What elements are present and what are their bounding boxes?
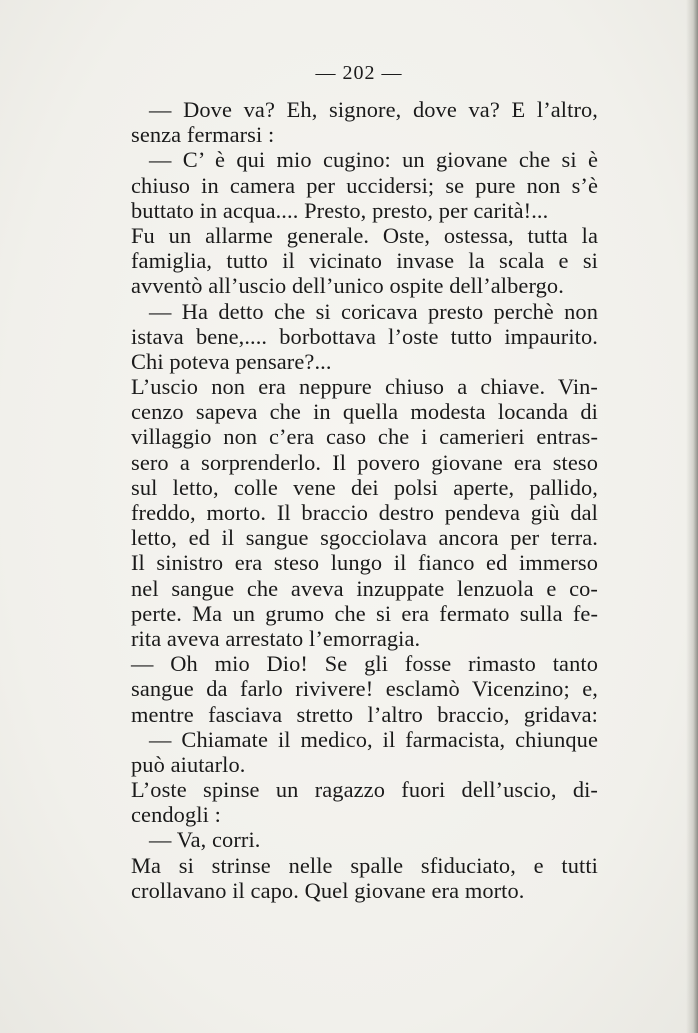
text-line: famiglia, tutto il vicinato invase la scala e si [131,248,598,274]
text-line: Chi poteva pensare?... [131,348,332,374]
text-line: villaggio non c’era caso che i camerieri entras- [131,424,598,450]
text-line: L’oste spinse un ragazzo fuori dell’uscio, di- [131,777,598,803]
text-line: sero a sorprenderlo. Il povero giovane era steso [131,449,598,475]
text-line: crollavano il capo. Quel giovane era morto. [131,877,525,903]
text-line: — C’ è qui mio cugino: un giovane che si è [149,147,598,173]
text-line: senza fermarsi : [131,122,275,148]
page-number: — 202 — [315,62,403,84]
text-line: — Dove va? Eh, signore, dove va? E l’altro, [149,97,598,122]
text-line: cenzo sapeva che in quella modesta locanda di [131,399,598,425]
text-line: — Va, corri. [149,827,261,853]
text-line: può aiutarlo. [131,751,246,777]
text-line: sul letto, colle vene dei polsi aperte, pallido, [131,474,598,500]
page-edge-shadow [686,0,698,1033]
text-line: avventò all’uscio dell’unico ospite dell’albergo. [131,273,564,299]
text-line: Ma si strinse nelle spalle sfiduciato, e tutti [131,852,598,878]
text-line: chiuso in camera per uccidersi; se pure non s’è [131,172,598,198]
text-line: mentre fasciava stretto l’altro braccio, gridava: [131,701,598,727]
text-line: — Ha detto che si coricava presto perchè non [149,298,598,324]
text-line: sangue da farlo rivivere! esclamò Vicenzino; e, [131,676,598,702]
text-line: — Chiamate il medico, il farmacista, chiunque [149,726,598,752]
text-line: — Oh mio Dio! Se gli fosse rimasto tanto [131,651,598,677]
text-line: buttato in acqua.... Presto, presto, per carità!... [131,197,549,223]
text-line: istava bene,.... borbottava l’oste tutto impaurito. [131,323,598,349]
text-line: freddo, morto. Il braccio destro pendeva giù dal [131,500,598,525]
text-line: letto, ed il sangue sgocciolava ancora per terra. [131,525,598,551]
text-line: perte. Ma un grumo che si era fermato sulla fe- [131,600,598,626]
body-text [131,97,598,903]
text-line: L’uscio non era neppure chiuso a chiave. Vin- [131,374,598,400]
text-line: Il sinistro era steso lungo il fianco ed immerso [131,550,598,576]
text-line: Fu un allarme generale. Oste, ostessa, tutta la [131,222,598,248]
text-line: nel sangue che aveva inzuppate lenzuola e co- [131,575,598,601]
text-line: rita aveva arrestato l’emorragia. [131,625,421,651]
text-line: cendogli : [131,802,221,828]
